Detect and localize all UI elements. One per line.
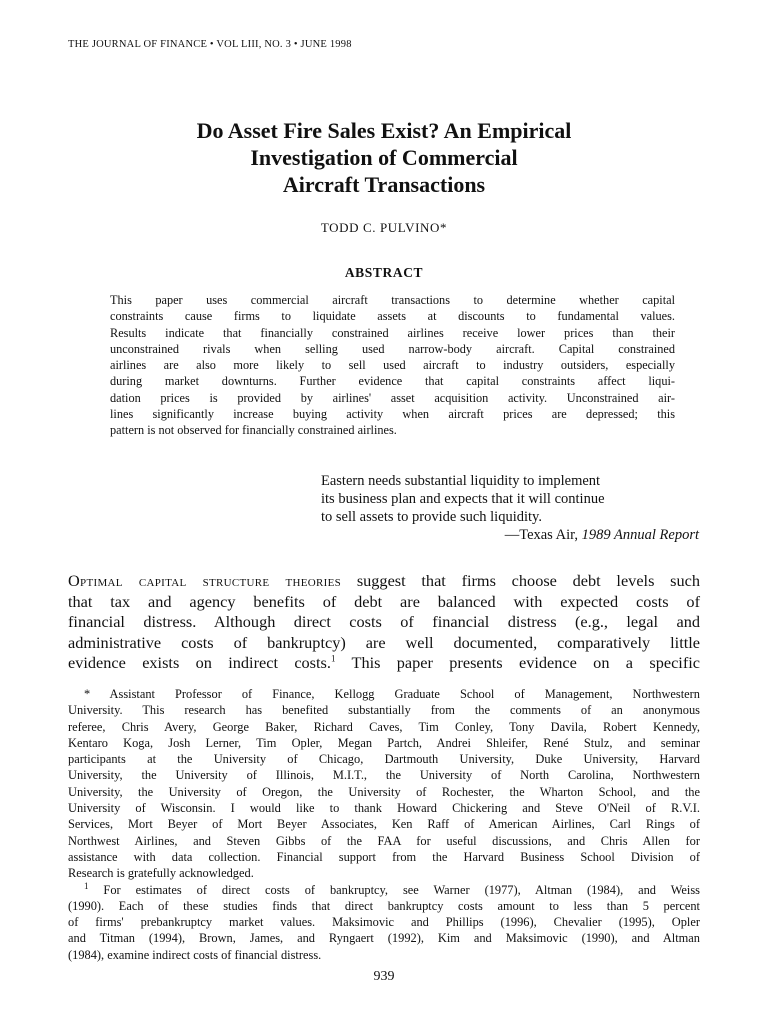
- body-line: financial distress. Although direct costs of financial distress (e.g., legal and: [68, 612, 700, 631]
- body-text-segment: This paper presents evidence on a specific: [335, 653, 700, 672]
- epigraph-line: Eastern needs substantial liquidity to implement: [321, 473, 601, 489]
- body-text-segment: evidence exists on indirect costs.: [68, 653, 331, 672]
- affiliation-note-line: Research is gratefully acknowledged.: [68, 866, 254, 881]
- affiliation-note-line: referee, Chris Avery, George Baker, Richard Caves, Tim Conley, Tony Davila, Robert Kennedy,: [68, 719, 700, 734]
- footnote-ref-1[interactable]: 1: [330, 653, 336, 664]
- affiliation-note-line: University, the University of Illinois, M.I.T., the University of North Carolina, Northwestern: [68, 768, 700, 783]
- title-line: Aircraft Transactions: [282, 172, 486, 197]
- abstract-line: pattern is not observed for financially constrained airlines.: [110, 423, 397, 438]
- affiliation-note-line: Services, Mort Beyer of Mort Beyer Associates, Ken Raff of American Airlines, Carl Rings of: [68, 817, 700, 832]
- affiliation-note-line: University of Wisconsin. I would like to thank Howard Chickering and Steve O'Neil of R.V.I.: [68, 801, 700, 816]
- page-number: 939: [373, 969, 395, 984]
- affiliation-note-line: assistance with data collection. Financial support from the Harvard Business School Division of: [68, 849, 700, 864]
- footnote-1-line: of firms' prebankruptcy market values. Maksimovic and Phillips (1996), Chevalier (1995), Opler: [68, 915, 700, 930]
- abstract-line: during market downturns. Further evidence that capital constraints affect liqui-: [110, 374, 675, 389]
- body-lead-smallcaps: Optimal capital structure theories: [68, 571, 342, 590]
- abstract-line: unconstrained rivals when selling used narrow-body aircraft. Capital constrained: [110, 341, 675, 356]
- footnote-1-line: and Titman (1994), Brown, James, and Ryngaert (1992), Kim and Maksimovic (1990), and Altman: [68, 931, 700, 946]
- footnotes: [68, 686, 700, 963]
- epigraph-line: its business plan and expects that it will continue: [321, 491, 605, 507]
- paper-title: [100, 117, 668, 198]
- abstract-heading: ABSTRACT: [344, 265, 424, 280]
- abstract-line: This paper uses commercial aircraft transactions to determine whether capital: [110, 293, 675, 307]
- footnote-1-marker: 1: [84, 880, 89, 891]
- abstract-line: dation prices is provided by airlines' asset acquisition activity. Unconstrained air-: [110, 390, 675, 405]
- attribution-source: 1989 Annual Report: [581, 527, 699, 543]
- title-line: Investigation of Commercial: [250, 145, 518, 170]
- attribution-prefix: —Texas Air,: [504, 527, 582, 543]
- epigraph-attribution: [321, 526, 699, 544]
- affiliation-note-line: * Assistant Professor of Finance, Kellogg Graduate School of Management, Northwestern: [84, 687, 700, 701]
- abstract-line: Results indicate that financially constrained airlines receive lower prices than their: [110, 325, 675, 340]
- abstract-line: airlines are also more likely to sell used aircraft to industry outsiders, especially: [110, 358, 675, 373]
- epigraph-quote: [321, 472, 699, 544]
- title-line: Do Asset Fire Sales Exist? An Empirical: [196, 118, 572, 143]
- abstract-line: lines significantly increase buying activity when aircraft prices are depressed; this: [110, 407, 675, 422]
- footnote-1-line: (1984), examine indirect costs of financial distress.: [68, 947, 322, 962]
- affiliation-note-line: participants at the University of Chicago, Dartmouth University, Duke University, Harvard: [68, 752, 700, 767]
- footnote-1-text: For estimates of direct costs of bankruptcy, see Warner (1977), Altman (1984), and Weiss: [88, 882, 700, 897]
- footnote-1-line: [68, 882, 700, 898]
- body-line: [68, 571, 700, 592]
- abstract-line: constraints cause firms to liquidate assets at discounts to fundamental values.: [110, 309, 675, 324]
- body-line: administrative costs of bankruptcy) are well documented, comparatively little: [68, 632, 700, 652]
- affiliation-note-line: Northwest Airlines, and Steven Gibbs of the FAA for useful discussions, and Chris Allen for: [68, 833, 700, 848]
- running-head: THE JOURNAL OF FINANCE • VOL LIII, NO. 3 • JUNE 1998: [68, 39, 352, 50]
- author-name: TODD C. PULVINO*: [320, 220, 448, 235]
- affiliation-note-line: University. This research has benefited substantially from the comments of an anonymous: [68, 703, 700, 718]
- epigraph-line: to sell assets to provide such liquidity.: [321, 509, 542, 525]
- abstract-body: [110, 292, 675, 439]
- affiliation-note-line: University, the University of Oregon, the University of Rochester, the Wharton School, and the: [68, 784, 700, 799]
- body-line: [68, 653, 700, 674]
- body-line: that tax and agency benefits of debt are balanced with expected costs of: [68, 591, 700, 611]
- affiliation-note-line: Kentaro Koga, Josh Lerner, Tim Opler, Megan Partch, Andrei Shleifer, René Stulz, and seminar: [68, 735, 700, 750]
- footnote-1-line: (1990). Each of these studies finds that direct bankruptcy costs amount to less than 5 percent: [68, 898, 700, 913]
- body-paragraph: [68, 571, 700, 674]
- body-line-rest: suggest that firms choose debt levels such: [341, 571, 700, 590]
